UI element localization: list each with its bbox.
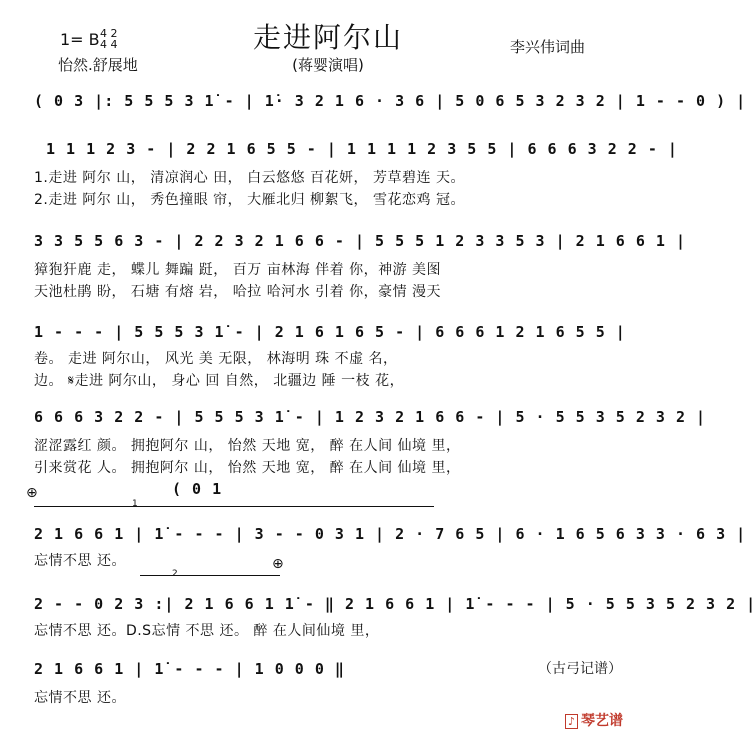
coda-mark-1: ⊕ xyxy=(26,485,38,501)
meter-bottom: 4 4 xyxy=(100,38,118,51)
volta-label-1: 1 xyxy=(132,499,138,509)
score-row-7-lyric-1: 忘情不思 还。 xyxy=(34,690,126,706)
singer-credit: (蒋婴演唱) xyxy=(292,56,364,74)
intro-repeat-notes: ( 0 1 xyxy=(172,480,223,498)
score-row-2-lyric-2: 天池杜鹃 盼， 石塘 有熔 岩， 哈拉 哈河水 引着 你，豪情 漫天 xyxy=(34,284,442,300)
score-row-1-lyric-2: 2.走进 阿尔 山， 秀色撞眼 帘， 大雁北归 柳絮飞， 雪花恋鸡 冠。 xyxy=(34,192,465,208)
score-row-5-lyric-1: 忘情不思 还。 xyxy=(34,553,126,569)
volta-label-2: 2 xyxy=(172,569,178,579)
score-row-4-lyric-2: 引来赏花 人。 拥抱阿尔 山， 怡然 天地 宽， 醉 在人间 仙境 里， xyxy=(34,460,461,476)
score-row-3-lyric-1: 卷。 走进 阿尔山， 风光 美 无限， 林海明 珠 不虚 名， xyxy=(34,351,398,367)
song-title: 走进阿尔山 xyxy=(252,21,403,54)
score-row-7-notes: 2 1 6 6 1 | 1̇ - - - | 1 0 0 0 ‖ xyxy=(34,660,345,678)
transcriber-credit: （古弓记谱） xyxy=(538,661,622,677)
time-signature xyxy=(100,28,118,50)
music-icon: ♪ xyxy=(565,714,578,729)
volta-line-2 xyxy=(140,575,280,576)
key-signature: 1= B xyxy=(60,30,100,49)
score-row-3-notes: 1 - - - | 5 5 5 3 1̇ - | 2 1 6 1 6 5 - | 6 6 6 1 2 1 6 5 5 | xyxy=(34,323,626,341)
score-row-0-notes: ( 0 3 |: 5 5 5 3 1̇ - | 1̇· 3 2 1 6 · 3 6 | 5 0 6 5 3 2 3 2 | 1 - - 0 ) | xyxy=(34,92,747,110)
volta-line-1 xyxy=(34,506,434,507)
score-row-5-notes: 2 1 6 6 1 | 1̇ - - - | 3 - - 0 3 1 | 2 · 7 6 5 | 6 · 1 6 5 6 3 3 · 6 3 | xyxy=(34,525,747,543)
score-row-4-notes: 6 6 6 3 2 2 - | 5 5 5 3 1̇ - | 1 2 3 2 1 6 6 - | 5 · 5 5 3 5 2 3 2 | xyxy=(34,408,707,426)
watermark-logo xyxy=(565,710,623,730)
score-row-1-notes: 1 1 1 2 3 - | 2 2 1 6 5 5 - | 1 1 1 1 2 3 5 5 | 6 6 6 3 2 2 - | xyxy=(46,140,678,158)
score-row-2-lyric-1: 獐狍犴鹿 走， 蝶儿 舞蹁 跹， 百万 亩林海 伴着 你，神游 美图 xyxy=(34,262,442,278)
score-row-3-lyric-2: 边。 𝄋走进 阿尔山， 身心 回 自然， 北疆边 陲 一枝 花， xyxy=(34,373,405,389)
watermark-text: 琴艺谱 xyxy=(581,713,624,729)
tempo-marking: 怡然.舒展地 xyxy=(58,56,138,74)
coda-mark-2: ⊕ xyxy=(272,556,284,572)
score-row-4-lyric-1: 涩涩露红 颜。 拥抱阿尔 山， 怡然 天地 宽， 醉 在人间 仙境 里， xyxy=(34,438,461,454)
score-row-6-notes: 2 - - 0 2 3 :| 2 1 6 6 1 1̇ - ‖ 2 1 6 6 1 | 1̇ - - - | 5 · 5 5 3 5 2 3 2 | xyxy=(34,595,756,613)
score-row-1-lyric-1: 1.走进 阿尔 山， 清凉润心 田， 白云悠悠 百花妍， 芳草碧连 天。 xyxy=(34,170,465,186)
score-row-6-lyric-1: 忘情不思 还。D.S忘情 不思 还。 醉 在人间仙境 里， xyxy=(34,623,380,639)
composer-credit: 李兴伟词曲 xyxy=(510,38,586,56)
score-row-2-notes: 3 3 5 5 6 3 - | 2 2 3 2 1 6 6 - | 5 5 5 1 2 3 3 5 3 | 2 1 6 6 1 | xyxy=(34,232,686,250)
meter-top: 4 2 xyxy=(100,27,118,40)
